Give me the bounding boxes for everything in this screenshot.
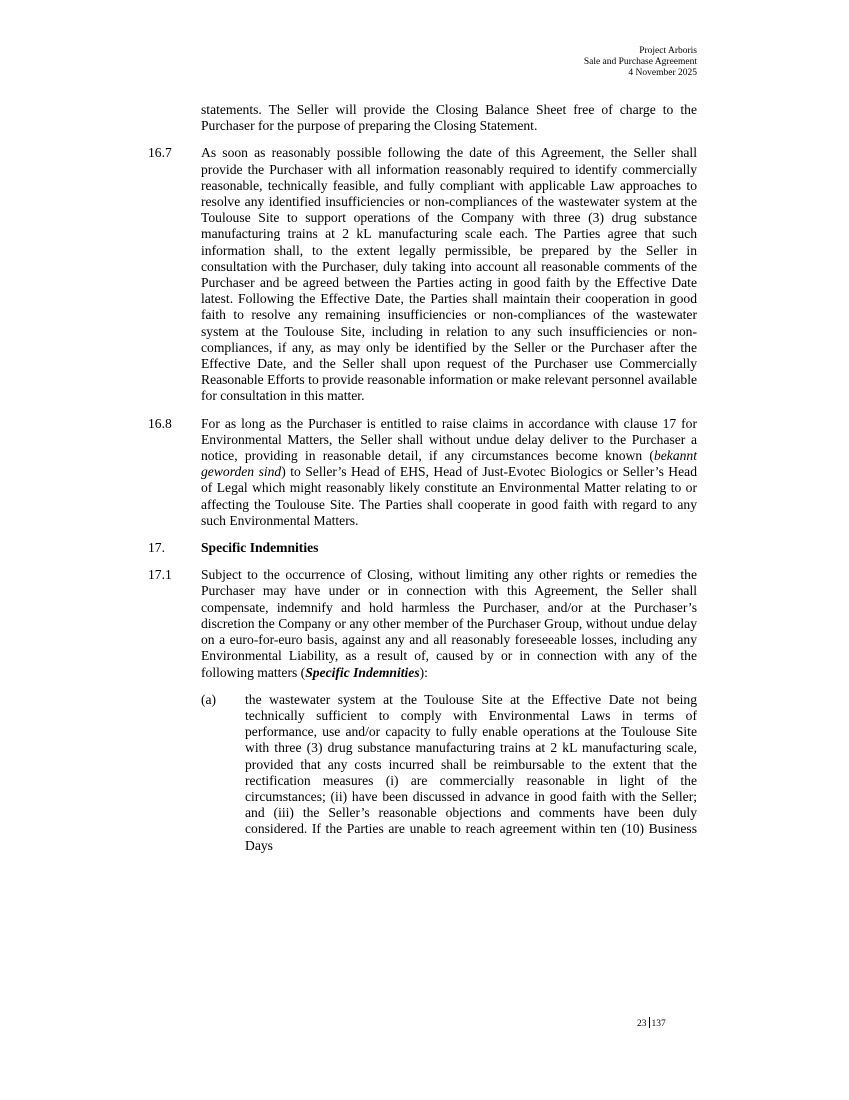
clause-text: As soon as reasonably possible following the date of this Agreement, the Seller shall provide the Purchaser with all information reasonably required to identify commercially reasonable, technically feasible, and fully compliant with applicable Law approaches to resolve any identified insufficiencies or non-compliances of the wastewater system at the Toulouse Site to support operations of the Company with three (3) drug substance manufacturing trains at 2 kL manufacturing scale each. The Parties agree that such information shall, to the extent legally permissible, be prepared by the Seller in consultation with the Purchaser, duly taking into account all reasonable comments of the Purchaser and be agreed between the Parties acting in good faith by the Effective Date latest. Following the Effective Date, the Parties shall maintain their cooperation in good faith to resolve any remaining insufficiencies or non-compliances of the wastewater system at the Toulouse Site, including in relation to any such insufficiencies or non-compliances, if any, as may only be identified by the Seller or the Purchaser after the Effective Date, and the Seller shall upon request of the Purchaser use Commercially Reasonable Efforts to provide reasonable information or make relevant personnel available for consultation in this matter. [201, 145, 697, 404]
page-total: 137 [651, 1019, 666, 1029]
header-document-title: Sale and Purchase Agreement [583, 57, 697, 67]
header-project-name: Project Arboris [639, 46, 697, 56]
header-date: 4 November 2025 [628, 68, 697, 78]
clause-17-1 [148, 567, 697, 680]
clause-number: 16.7 [148, 145, 172, 161]
section-title: Specific Indemnities [201, 540, 319, 556]
defined-term: Specific Indemnities [305, 664, 420, 680]
clause-number: 16.8 [148, 415, 172, 431]
subclause-number: (a) [201, 691, 217, 707]
section-number: 17. [148, 540, 165, 556]
clause-italic-term: bekannt geworden sind [201, 448, 697, 480]
page-header [584, 46, 697, 79]
clause-16-8 [148, 416, 697, 529]
section-17-heading [148, 540, 697, 556]
clause-number: 17.1 [148, 567, 172, 583]
document-body [148, 102, 697, 854]
clause-text: Subject to the occurrence of Closing, without limiting any other rights or remedies the Purchaser may have under or in connection with this Agreement, the Seller shall compensate, indemnify and hold harmless the Purchaser, and/or at the Purchaser’s discretion the Company or any other member of the Purchaser Group, without undue delay on a euro-for-euro basis, against any and all reasonably foreseeable losses, including any Environmental Liability, as a result of, caused by or in connection with any of the following matters ( [201, 567, 697, 680]
page-separator [649, 1017, 650, 1028]
continued-paragraph: statements. The Seller will provide the Closing Balance Sheet free of charge to the Purchaser for the purpose of preparing the Closing Statement. [201, 102, 697, 134]
clause-text: ) to Seller’s Head of EHS, Head of Just-Evotec Biologics or Seller’s Head of Legal which might reasonably likely constitute an Environmental Matter relating to or affecting the Toulouse Site. The Parties shall cooperate in good faith with regard to any such Environmental Matters. [201, 464, 697, 528]
subclause-text: the wastewater system at the Toulouse Site at the Effective Date not being technically sufficient to comply with Environmental Laws in terms of performance, use and/or capacity to fully enable operations at the Toulouse Site with three (3) drug substance manufacturing trains at 2 kL manufacturing scale, provided that any costs incurred shall be reimbursable to the extent that the rectification measures (i) are commercially reasonable in light of the circumstances; (ii) have been discussed in advance in good faith with the Seller; and (iii) the Seller’s reasonable objections and comments have been duly considered. If the Parties are unable to reach agreement within ten (10) Business Days [245, 691, 697, 853]
page-footer [637, 1017, 666, 1030]
clause-text: For as long as the Purchaser is entitled to raise claims in accordance with clause 17 for Environmental Matters, the Seller shall without undue delay deliver to the Purchaser a notice, providing in reasonable detail, if any circumstances become known ( [201, 415, 697, 464]
clause-text: ): [419, 664, 428, 680]
clause-17-1-a [148, 692, 697, 854]
page-number: 23 [637, 1019, 647, 1029]
clause-16-7 [148, 145, 697, 404]
